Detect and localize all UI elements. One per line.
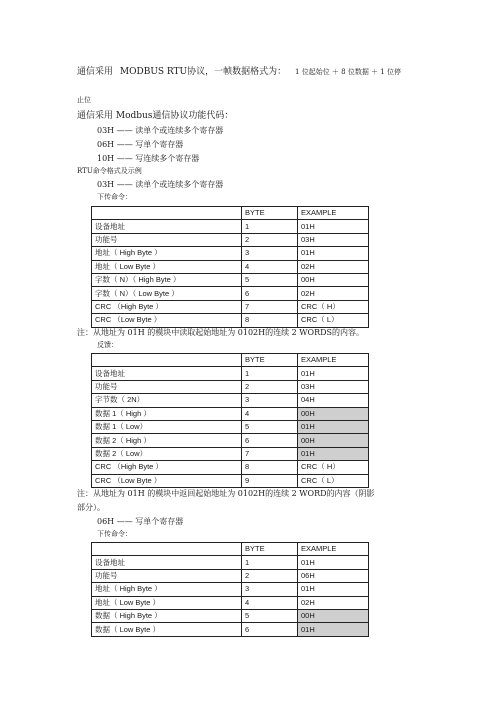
section2-note-1: 注：从地址为 01H 的模块中返回起始地址为 0102H的连续 2 WORD的内容（阴影 bbox=[77, 489, 375, 498]
table-row bbox=[92, 380, 369, 393]
rtu-heading: RTU命令格式及示例 bbox=[77, 167, 142, 175]
table-row bbox=[92, 596, 369, 609]
label-cell: CRC （Low Byte ） bbox=[92, 314, 242, 327]
byte-cell: 5 bbox=[242, 420, 298, 433]
table-row bbox=[92, 287, 369, 300]
byte-cell: 4 bbox=[242, 407, 298, 420]
byte-cell: 6 bbox=[242, 434, 298, 447]
label-cell: 字数（ N）（ Low Byte ） bbox=[92, 287, 242, 300]
byte-cell: 4 bbox=[242, 260, 298, 273]
table-row bbox=[92, 474, 369, 487]
example-cell: 00H bbox=[298, 434, 369, 447]
table-row bbox=[92, 623, 369, 636]
code-item-03h: 03H —— 读单个或连续多个寄存器 bbox=[97, 126, 224, 135]
table-header-row bbox=[92, 543, 369, 556]
code-item-10h: 10H —— 写连续多个寄存器 bbox=[97, 154, 200, 163]
label-cell: 功能号 bbox=[92, 233, 242, 246]
example-cell: 03H bbox=[298, 233, 369, 246]
byte-cell: 1 bbox=[242, 220, 298, 233]
label-cell: 功能号 bbox=[92, 569, 242, 582]
example-cell: 02H bbox=[298, 596, 369, 609]
byte-cell: 3 bbox=[242, 247, 298, 260]
byte-cell: 3 bbox=[242, 394, 298, 407]
example-cell: CRC（ L） bbox=[298, 474, 369, 487]
example-cell: EXAMPLE bbox=[298, 354, 369, 367]
byte-cell: 2 bbox=[242, 569, 298, 582]
example-cell: 06H bbox=[298, 569, 369, 582]
example-cell: 01H bbox=[298, 447, 369, 460]
section3-table bbox=[91, 542, 369, 637]
table-row bbox=[92, 583, 369, 596]
table-row bbox=[92, 273, 369, 286]
example-cell: 01H bbox=[298, 220, 369, 233]
label-cell bbox=[92, 354, 242, 367]
label-cell bbox=[92, 207, 242, 220]
table-row bbox=[92, 367, 369, 380]
table-row bbox=[92, 609, 369, 622]
label-cell: 字节数（ 2N） bbox=[92, 394, 242, 407]
example-cell: CRC（ H） bbox=[298, 461, 369, 474]
byte-cell: 6 bbox=[242, 287, 298, 300]
byte-cell: 7 bbox=[242, 300, 298, 313]
byte-cell: 8 bbox=[242, 461, 298, 474]
table-row bbox=[92, 407, 369, 420]
example-cell: CRC（ H） bbox=[298, 300, 369, 313]
example-cell: 02H bbox=[298, 260, 369, 273]
label-cell: 数据（ High Byte ） bbox=[92, 609, 242, 622]
table-row bbox=[92, 300, 369, 313]
intro-line-1 bbox=[77, 67, 401, 77]
intro-text-b: MODBUS RTU协议，一帧数据格式为： bbox=[119, 67, 287, 77]
label-cell: 地址（ High Byte ） bbox=[92, 247, 242, 260]
example-cell: 01H bbox=[298, 583, 369, 596]
example-cell: 01H bbox=[298, 367, 369, 380]
example-cell: 00H bbox=[298, 609, 369, 622]
label-cell bbox=[92, 543, 242, 556]
table-row bbox=[92, 434, 369, 447]
byte-cell: 7 bbox=[242, 447, 298, 460]
label-cell: 数据 2（ Low） bbox=[92, 447, 242, 460]
table-row bbox=[92, 233, 369, 246]
example-cell: 00H bbox=[298, 407, 369, 420]
label-cell: CRC （High Byte ） bbox=[92, 300, 242, 313]
byte-cell: 2 bbox=[242, 380, 298, 393]
label-cell: 设备地址 bbox=[92, 220, 242, 233]
section1-note: 注：从地址为 01H 的模块中读取起始地址为 0102H的连续 2 WORDS的内容。 bbox=[77, 328, 364, 337]
byte-cell: 4 bbox=[242, 596, 298, 609]
byte-cell: 1 bbox=[242, 367, 298, 380]
table-header-row bbox=[92, 354, 369, 367]
example-cell: 03H bbox=[298, 380, 369, 393]
section3-sub: 下传命令： bbox=[97, 530, 132, 538]
label-cell: 数据 2（ High ） bbox=[92, 434, 242, 447]
byte-cell: BYTE bbox=[242, 354, 298, 367]
label-cell: 设备地址 bbox=[92, 556, 242, 569]
example-cell: 01H bbox=[298, 247, 369, 260]
byte-cell: 5 bbox=[242, 273, 298, 286]
byte-cell: 5 bbox=[242, 609, 298, 622]
intro-text-a: 通信采用 bbox=[77, 67, 114, 77]
codes-heading: 通信采用 Modbus通信协议功能代码： bbox=[77, 111, 234, 121]
byte-cell: 9 bbox=[242, 474, 298, 487]
table-row bbox=[92, 247, 369, 260]
example-cell: 02H bbox=[298, 287, 369, 300]
example-cell: 01H bbox=[298, 623, 369, 636]
label-cell: 地址（ High Byte ） bbox=[92, 583, 242, 596]
label-cell: CRC （Low Byte ） bbox=[92, 474, 242, 487]
label-cell: CRC （High Byte ） bbox=[92, 461, 242, 474]
section1-sub: 下传命令： bbox=[97, 193, 132, 201]
table-row bbox=[92, 461, 369, 474]
table-row bbox=[92, 260, 369, 273]
byte-cell: 1 bbox=[242, 556, 298, 569]
byte-cell: BYTE bbox=[242, 207, 298, 220]
byte-cell: 3 bbox=[242, 583, 298, 596]
code-item-06h: 06H —— 写单个寄存器 bbox=[97, 140, 184, 149]
table-row bbox=[92, 220, 369, 233]
section1-table bbox=[91, 206, 369, 328]
intro-line-2: 止位 bbox=[77, 96, 91, 104]
label-cell: 数据 1（ Low） bbox=[92, 420, 242, 433]
label-cell: 数据（ Low Byte ） bbox=[92, 623, 242, 636]
section2-note-2: 部分）。 bbox=[77, 503, 105, 512]
table-row bbox=[92, 420, 369, 433]
example-cell: EXAMPLE bbox=[298, 207, 369, 220]
section2-table bbox=[91, 353, 369, 488]
label-cell: 地址（ Low Byte ） bbox=[92, 260, 242, 273]
intro-text-c: 1 位起始位 ＋ 8 位数据 ＋ 1 位停 bbox=[295, 68, 401, 76]
table-row bbox=[92, 569, 369, 582]
table-header-row bbox=[92, 207, 369, 220]
section1-title: 03H —— 读单个或连续多个寄存器 bbox=[97, 180, 224, 189]
byte-cell: 6 bbox=[242, 623, 298, 636]
byte-cell: BYTE bbox=[242, 543, 298, 556]
example-cell: 04H bbox=[298, 394, 369, 407]
table-row bbox=[92, 556, 369, 569]
example-cell: 01H bbox=[298, 420, 369, 433]
byte-cell: 2 bbox=[242, 233, 298, 246]
section3-title: 06H —— 写单个寄存器 bbox=[97, 517, 184, 526]
section2-sub: 反馈： bbox=[97, 341, 118, 349]
example-cell: 00H bbox=[298, 273, 369, 286]
byte-cell: 8 bbox=[242, 314, 298, 327]
label-cell: 字数（ N）（ High Byte ） bbox=[92, 273, 242, 286]
example-cell: CRC（ L） bbox=[298, 314, 369, 327]
label-cell: 设备地址 bbox=[92, 367, 242, 380]
table-row bbox=[92, 394, 369, 407]
label-cell: 地址（ Low Byte ） bbox=[92, 596, 242, 609]
example-cell: 01H bbox=[298, 556, 369, 569]
label-cell: 功能号 bbox=[92, 380, 242, 393]
example-cell: EXAMPLE bbox=[298, 543, 369, 556]
table-row bbox=[92, 314, 369, 327]
table-row bbox=[92, 447, 369, 460]
label-cell: 数据 1（ High ） bbox=[92, 407, 242, 420]
